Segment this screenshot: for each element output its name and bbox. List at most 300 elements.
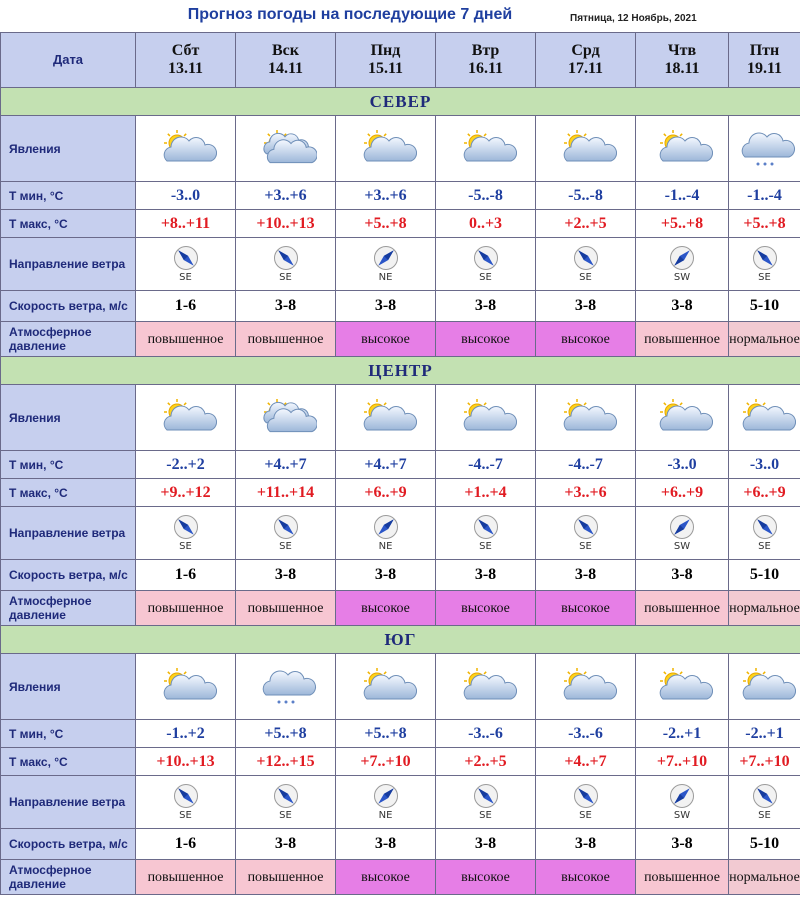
wind-speed-cell [729, 829, 800, 860]
pressure-value: повышенное [247, 601, 324, 616]
wind-speed-value: 3-8 [274, 297, 297, 314]
pressure-cell [636, 322, 729, 357]
tmax-cell [336, 479, 436, 507]
wind-compass-icon [473, 783, 499, 809]
wind-direction-cell [436, 776, 536, 829]
tmax-value: +10..+13 [156, 752, 215, 770]
day-of-week: Сбт [171, 42, 200, 59]
tmin-cell [336, 182, 436, 210]
phenomena-cell [336, 654, 436, 720]
tmin-cell [436, 720, 536, 748]
partly-cloudy-icon [455, 129, 517, 169]
wind-compass-icon [373, 783, 399, 809]
wind-direction-value: SE [479, 810, 492, 821]
wind-speed-label: Скорость ветра, м/с [1, 829, 136, 860]
day-header [636, 33, 729, 88]
tmax-value: +6..+9 [743, 483, 786, 501]
phenomena-cell [636, 116, 729, 182]
wind-speed-cell [336, 829, 436, 860]
wind-direction-cell [636, 238, 729, 291]
tmax-cell [536, 479, 636, 507]
wind-direction-cell [436, 507, 536, 560]
wind-speed-cell [636, 291, 729, 322]
pressure-cell [136, 591, 236, 626]
tmax-cell [729, 210, 800, 238]
wind-compass-icon [669, 783, 695, 809]
wind-compass-icon [573, 783, 599, 809]
tmin-cell [536, 451, 636, 479]
wind-direction-value: SE [758, 272, 771, 283]
wind-direction-label: Направление ветра [1, 238, 136, 291]
wind-speed-cell [636, 829, 729, 860]
region-header: ЦЕНТР [1, 357, 800, 385]
wind-direction-value: SE [279, 541, 292, 552]
wind-speed-cell [336, 560, 436, 591]
wind-compass-icon [273, 245, 299, 271]
tmin-label: Т мин, °С [1, 720, 136, 748]
partly-cloudy-icon [555, 398, 617, 438]
partly-cloudy-icon [651, 667, 713, 707]
pressure-value: высокое [361, 601, 410, 616]
wind-compass-icon [173, 783, 199, 809]
pressure-value: нормальное [729, 870, 800, 885]
partly-cloudy-icon [455, 398, 517, 438]
tmax-value: +5..+8 [364, 214, 407, 232]
pressure-value: высокое [361, 332, 410, 347]
wind-speed-value: 5-10 [749, 835, 780, 852]
wind-direction-label: Направление ветра [1, 776, 136, 829]
phenomena-cell [636, 654, 729, 720]
pressure-value: повышенное [247, 332, 324, 347]
tmin-value: -3..0 [170, 186, 201, 204]
tmax-cell [336, 748, 436, 776]
pressure-cell [236, 591, 336, 626]
tmax-label: Т макс, °С [1, 210, 136, 238]
wind-direction-value: SW [673, 810, 691, 821]
wind-speed-cell [636, 560, 729, 591]
wind-direction-value: SE [179, 272, 192, 283]
phenomena-cell [436, 654, 536, 720]
tmax-cell [536, 210, 636, 238]
pressure-value: повышенное [644, 332, 720, 347]
wind-compass-icon [173, 245, 199, 271]
day-header [536, 33, 636, 88]
day-of-week: Срд [571, 42, 600, 59]
tmax-value: +6..+9 [660, 483, 704, 501]
forecast-table [0, 32, 800, 895]
wind-direction-cell [636, 776, 729, 829]
tmin-value: -2..+2 [166, 455, 205, 473]
pressure-value: повышенное [147, 601, 224, 616]
tmin-value: -2..+1 [662, 724, 702, 742]
pressure-value: нормальное [729, 332, 800, 347]
tmax-value: +8..+11 [160, 214, 211, 232]
tmax-cell [136, 748, 236, 776]
tmax-cell [236, 479, 336, 507]
wind-speed-value: 3-8 [374, 297, 397, 314]
tmax-value: +12..+15 [256, 752, 315, 770]
partly-cloudy-icon [155, 667, 217, 707]
tmin-value: +4..+7 [264, 455, 307, 473]
tmin-cell [729, 182, 800, 210]
phenomena-cell [729, 654, 800, 720]
region-header: СЕВЕР [1, 88, 800, 116]
pressure-cell [636, 860, 729, 895]
partly-cloudy-icon [651, 398, 713, 438]
wind-direction-cell [729, 238, 800, 291]
wind-direction-cell [436, 238, 536, 291]
tmax-value: +6..+9 [364, 483, 407, 501]
pressure-label: Атмосферное давление [1, 860, 136, 895]
phenomena-cell [136, 385, 236, 451]
tmin-value: -1..+2 [166, 724, 205, 742]
wind-speed-cell [536, 560, 636, 591]
tmin-value: -4..-7 [568, 455, 603, 473]
wind-direction-cell [136, 507, 236, 560]
wind-speed-cell [136, 291, 236, 322]
tmin-value: +4..+7 [364, 455, 407, 473]
wind-speed-cell [136, 829, 236, 860]
wind-direction-value: SE [279, 272, 292, 283]
tmax-cell [436, 210, 536, 238]
tmax-cell [636, 748, 729, 776]
wind-direction-cell [336, 776, 436, 829]
partly-cloudy-icon [355, 667, 417, 707]
tmin-cell [636, 451, 729, 479]
tmin-cell [729, 720, 800, 748]
pressure-value: нормальное [729, 601, 800, 616]
pressure-value: высокое [561, 332, 610, 347]
tmax-cell [729, 479, 800, 507]
wind-speed-value: 5-10 [749, 566, 780, 583]
wind-speed-cell [436, 829, 536, 860]
tmax-label: Т макс, °С [1, 748, 136, 776]
tmax-value: +9..+12 [160, 483, 211, 501]
tmin-cell [336, 720, 436, 748]
wind-speed-value: 3-8 [671, 566, 693, 583]
pressure-value: повышенное [644, 870, 720, 885]
wind-direction-label: Направление ветра [1, 507, 136, 560]
wind-speed-value: 3-8 [574, 566, 597, 583]
wind-direction-value: NE [378, 810, 393, 821]
tmin-value: -4..-7 [468, 455, 503, 473]
tmax-value: +3..+6 [564, 483, 607, 501]
tmax-cell [436, 748, 536, 776]
pressure-value: повышенное [147, 870, 224, 885]
tmax-value: +7..+10 [656, 752, 708, 770]
wind-direction-value: SE [758, 541, 771, 552]
wind-direction-cell [536, 507, 636, 560]
pressure-value: повышенное [247, 870, 324, 885]
phenomena-cell [536, 654, 636, 720]
wind-direction-cell [236, 238, 336, 291]
tmax-value: +5..+8 [660, 214, 704, 232]
wind-compass-icon [669, 514, 695, 540]
wind-compass-icon [752, 783, 778, 809]
tmax-cell [136, 210, 236, 238]
day-date: 17.11 [567, 60, 604, 77]
day-of-week: Втр [471, 42, 500, 59]
tmin-value: -1..-4 [747, 186, 782, 204]
pressure-value: высокое [461, 870, 510, 885]
wind-direction-cell [636, 507, 729, 560]
tmax-label: Т макс, °С [1, 479, 136, 507]
tmax-value: +4..+7 [564, 752, 607, 770]
pressure-value: высокое [561, 601, 610, 616]
tmin-cell [336, 451, 436, 479]
partly-cloudy-icon [734, 667, 796, 707]
tmax-cell [136, 479, 236, 507]
tmin-value: -3..-6 [568, 724, 603, 742]
partly-cloudy-icon [155, 398, 217, 438]
wind-speed-value: 1-6 [174, 297, 197, 314]
day-header [236, 33, 336, 88]
wind-speed-cell [136, 560, 236, 591]
tmin-cell [436, 182, 536, 210]
tmax-value: +2..+5 [564, 214, 607, 232]
tmin-cell [236, 182, 336, 210]
phenomena-cell [336, 116, 436, 182]
day-date: 18.11 [664, 60, 700, 77]
pressure-label: Атмосферное давление [1, 322, 136, 357]
tmin-value: -5..-8 [568, 186, 603, 204]
tmin-cell [236, 451, 336, 479]
wind-speed-cell [729, 560, 800, 591]
phenomena-cell [729, 116, 800, 182]
phenomena-cell [136, 116, 236, 182]
pressure-cell [136, 322, 236, 357]
wind-speed-value: 3-8 [574, 297, 597, 314]
phenomena-cell [236, 654, 336, 720]
wind-compass-icon [373, 245, 399, 271]
tmin-cell [729, 451, 800, 479]
wind-direction-cell [236, 507, 336, 560]
tmax-cell [536, 748, 636, 776]
tmax-value: +10..+13 [256, 214, 315, 232]
tmax-value: +11..+14 [256, 483, 315, 501]
pressure-value: повышенное [644, 601, 720, 616]
tmax-value: +5..+8 [743, 214, 786, 232]
wind-speed-value: 3-8 [374, 835, 397, 852]
wind-speed-value: 5-10 [749, 297, 780, 314]
wind-speed-label: Скорость ветра, м/с [1, 560, 136, 591]
day-date: 15.11 [367, 60, 404, 77]
tmin-label: Т мин, °С [1, 182, 136, 210]
phenomena-cell [336, 385, 436, 451]
partly-cloudy-icon [555, 129, 617, 169]
wind-direction-value: SW [673, 272, 691, 283]
wind-speed-label: Скорость ветра, м/с [1, 291, 136, 322]
wind-compass-icon [173, 514, 199, 540]
pressure-cell [536, 322, 636, 357]
wind-speed-value: 1-6 [174, 835, 197, 852]
wind-speed-cell [536, 291, 636, 322]
tmin-cell [536, 182, 636, 210]
pressure-cell [729, 591, 800, 626]
tmin-value: -2..+1 [745, 724, 784, 742]
wind-speed-value: 3-8 [474, 835, 497, 852]
wind-speed-cell [236, 291, 336, 322]
cloudy-icon [255, 398, 317, 438]
tmin-cell [136, 182, 236, 210]
pressure-cell [536, 591, 636, 626]
tmin-value: -3..-6 [468, 724, 503, 742]
tmin-value: +3..+6 [264, 186, 307, 204]
tmin-cell [136, 451, 236, 479]
partly-cloudy-icon [555, 667, 617, 707]
cloud-snow-icon [255, 667, 317, 707]
wind-compass-icon [473, 514, 499, 540]
phenomena-cell [236, 116, 336, 182]
current-date: Пятница, 12 Ноябрь, 2021 [570, 13, 697, 24]
pressure-cell [436, 322, 536, 357]
wind-speed-value: 3-8 [274, 566, 297, 583]
pressure-cell [336, 860, 436, 895]
phenomena-label: Явления [1, 654, 136, 720]
phenomena-cell [536, 116, 636, 182]
wind-speed-value: 3-8 [374, 566, 397, 583]
tmax-value: +2..+5 [464, 752, 507, 770]
pressure-value: высокое [361, 870, 410, 885]
wind-compass-icon [273, 783, 299, 809]
tmax-value: 0..+3 [468, 214, 503, 232]
wind-speed-value: 3-8 [574, 835, 597, 852]
wind-speed-cell [729, 291, 800, 322]
wind-direction-value: SE [179, 541, 192, 552]
wind-speed-cell [436, 291, 536, 322]
tmax-cell [729, 748, 800, 776]
wind-direction-value: SE [758, 810, 771, 821]
phenomena-cell [136, 654, 236, 720]
wind-compass-icon [273, 514, 299, 540]
page-title: Прогноз погоды на последующие 7 дней [187, 6, 513, 23]
tmin-cell [636, 182, 729, 210]
wind-speed-cell [536, 829, 636, 860]
wind-direction-cell [536, 776, 636, 829]
wind-speed-value: 3-8 [671, 297, 693, 314]
wind-direction-value: NE [378, 272, 393, 283]
tmax-value: +1..+4 [464, 483, 507, 501]
wind-compass-icon [373, 514, 399, 540]
wind-direction-value: SE [279, 810, 292, 821]
day-header [436, 33, 536, 88]
wind-compass-icon [573, 514, 599, 540]
wind-speed-cell [336, 291, 436, 322]
day-of-week: Пнд [370, 42, 401, 59]
wind-compass-icon [752, 514, 778, 540]
region-header: ЮГ [1, 626, 800, 654]
pressure-label: Атмосферное давление [1, 591, 136, 626]
wind-compass-icon [473, 245, 499, 271]
partly-cloudy-icon [355, 129, 417, 169]
phenomena-cell [636, 385, 729, 451]
pressure-value: высокое [561, 870, 610, 885]
tmin-value: -3..0 [749, 455, 780, 473]
phenomena-label: Явления [1, 116, 136, 182]
tmin-cell [236, 720, 336, 748]
phenomena-cell [436, 385, 536, 451]
pressure-cell [436, 860, 536, 895]
day-header [729, 33, 800, 88]
tmin-cell [436, 451, 536, 479]
day-date: 13.11 [167, 60, 204, 77]
day-date: 14.11 [267, 60, 304, 77]
wind-direction-cell [136, 238, 236, 291]
wind-direction-value: SE [579, 810, 592, 821]
pressure-cell [536, 860, 636, 895]
wind-direction-cell [236, 776, 336, 829]
phenomena-cell [536, 385, 636, 451]
wind-compass-icon [752, 245, 778, 271]
wind-compass-icon [669, 245, 695, 271]
day-date: 16.11 [467, 60, 504, 77]
tmin-label: Т мин, °С [1, 451, 136, 479]
tmax-cell [436, 479, 536, 507]
pressure-value: повышенное [147, 332, 224, 347]
tmax-value: +7..+10 [360, 752, 411, 770]
pressure-cell [136, 860, 236, 895]
pressure-value: высокое [461, 332, 510, 347]
wind-direction-cell [729, 776, 800, 829]
tmax-cell [336, 210, 436, 238]
partly-cloudy-icon [155, 129, 217, 169]
day-header [336, 33, 436, 88]
wind-speed-value: 3-8 [274, 835, 297, 852]
wind-speed-cell [236, 560, 336, 591]
wind-direction-cell [729, 507, 800, 560]
wind-direction-value: SE [579, 272, 592, 283]
wind-direction-value: SW [673, 541, 691, 552]
wind-compass-icon [573, 245, 599, 271]
tmin-value: -1..-4 [664, 186, 700, 204]
wind-speed-value: 3-8 [474, 297, 497, 314]
wind-direction-value: SE [579, 541, 592, 552]
partly-cloudy-icon [355, 398, 417, 438]
phenomena-cell [436, 116, 536, 182]
partly-cloudy-icon [734, 398, 796, 438]
phenomena-label: Явления [1, 385, 136, 451]
phenomena-cell [236, 385, 336, 451]
day-of-week: Вск [272, 42, 299, 59]
tmax-value: +7..+10 [739, 752, 790, 770]
wind-direction-value: SE [479, 272, 492, 283]
wind-speed-value: 1-6 [174, 566, 197, 583]
pressure-cell [336, 322, 436, 357]
day-date: 19.11 [746, 60, 783, 77]
partly-cloudy-icon [651, 129, 713, 169]
pressure-cell [636, 591, 729, 626]
cloudy-icon [255, 129, 317, 169]
tmin-value: +5..+8 [364, 724, 407, 742]
wind-direction-value: NE [378, 541, 393, 552]
wind-direction-cell [336, 507, 436, 560]
tmin-value: -5..-8 [468, 186, 503, 204]
tmin-value: +5..+8 [264, 724, 307, 742]
tmin-cell [636, 720, 729, 748]
tmax-cell [236, 210, 336, 238]
partly-cloudy-icon [455, 667, 517, 707]
pressure-value: высокое [461, 601, 510, 616]
wind-direction-value: SE [479, 541, 492, 552]
pressure-cell [336, 591, 436, 626]
wind-speed-cell [236, 829, 336, 860]
pressure-cell [436, 591, 536, 626]
day-header [136, 33, 236, 88]
tmax-cell [636, 479, 729, 507]
tmax-cell [236, 748, 336, 776]
tmin-value: -3..0 [667, 455, 697, 473]
tmin-value: +3..+6 [364, 186, 407, 204]
